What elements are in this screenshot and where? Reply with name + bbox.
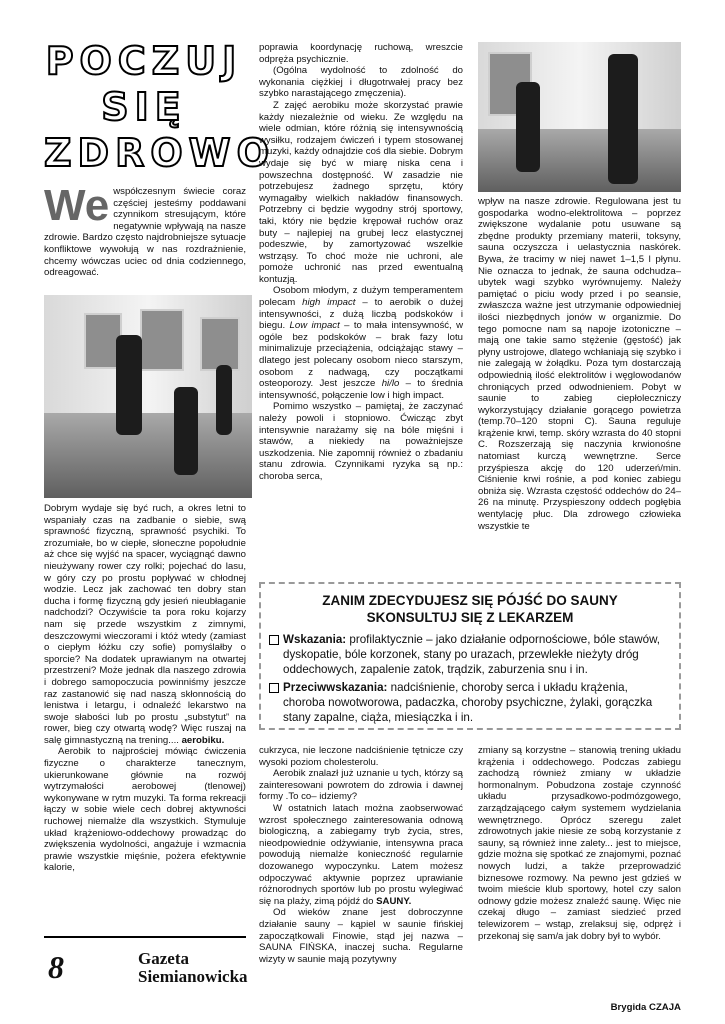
italic-term: high impact	[302, 297, 356, 309]
box-title-line-1: ZANIM ZDECYDUJESZ SIĘ PÓJŚĆ DO SAUNY	[322, 593, 618, 608]
bold-term: SAUNY.	[376, 895, 412, 907]
paragraph: (Ogólna wydolność to zdolność do wykonania ciężkiej i długotrwałej pracy bez szybko narastającego zmęczenia).	[259, 65, 463, 100]
paragraph: cukrzyca, nie leczone nadciśnienie tętnicze czy wysoki poziom cholesterolu.	[259, 745, 463, 768]
brand-line-2: Siemianowicka	[138, 967, 248, 986]
box-list	[269, 632, 669, 725]
paragraph: Aerobik znalazł już uznanie u tych, którzy są zainteresowani powrotem do zdrowia i dawnej formy .To co– idziemy?	[259, 768, 463, 803]
publication-name	[138, 950, 248, 986]
title-line-3: ZDROWO	[44, 131, 275, 175]
paragraph: Pomimo wszystko – pamiętaj, że zaczynać należy powoli i stopniowo. Ćwicząc zbyt intensywnie narażamy się na bóle mięśni i stawów, a niekiedy na poważniejsze uszkodzenia. Nie zapomnij również o zbadaniu stanu zdrowia. Czynnikami ryzyka są np.: choroba serca,	[259, 401, 463, 482]
footer-rule	[44, 936, 246, 938]
column-2-text	[259, 42, 463, 483]
item-text: profilaktycznie – jako działanie odpornościowe, bóle stawów, dyskopatie, bóle korzonek, stany po urazach, przewlekłe nieżyty dróg oddechowych, zapalenie zatok, trądzik, zaburzenia snu i in.	[283, 633, 661, 677]
intro-paragraph	[44, 181, 246, 279]
aerobics-photo-left	[44, 295, 252, 498]
checkbox-icon	[269, 635, 279, 645]
paragraph: Osobom młodym, z dużym temperamentem polecam high impact – to aerobik o dużej intensywności, z dużą liczbą podskoków i biegu. Low impact – to mała intensywność, w ogóle bez podskoków – brak fazy lotu minimalizuje przeciążenia, odciążając stawy – dlatego jest polecany osobom nieco starszym, osobom z nadwagą, czy początkami osteoporozy. Jest jeszcze hi/lo – to średnia intensywność, połączenie low i high impact.	[259, 285, 464, 401]
item-label: Przeciwwskazania:	[283, 680, 388, 694]
list-item	[269, 632, 669, 678]
checkbox-icon	[269, 683, 279, 693]
italic-term: Low impact	[289, 320, 340, 332]
paragraph: wpływ na nasze zdrowie. Regulowana jest tu gospodarka wodno-elektrolitowa – poprzez zwiększone wydalanie potu usuwane są zbędne produkty przemiany materii, toksyny, sauna oczyszcza i uelastycznia naskórek. Bywa, że tracimy w niej nawet 1–1,5 l płynu. Nie oznacza to jednak, że sauna odchudza–ubytek wagi szybko wyrównujemy. Należy pamiętać o piciu wody przed i po seansie, zwłaszcza ważne jest utrzymanie odpowiedniej ilości niezbędnych jonów w organizmie. Do tego pomocne nam są napoje izotoniczne – mają one takie samo stężenie (gęstość) jak płyny ustrojowe, dlatego wchłaniają się szybko i nie zalegają w żołądku. Poza tym dostarczają odpowiednią ilość elektrolitów i węglowodanów chroniących przed odwodnieniem. Pobyt w saunie to zabieg ciepłoleczniczy wykorzystujący działanie gorącego powietrza (temp.70–120 stopni C). Sauna reguluje krążenie krwi, temp. skóry wzrasta do 40 stopni C. Rozszerzają się naczynia krwionośne natomiast kurczą wewnętrzne. Serce przyśpiesza akcję do 120 uderzeń/min. Ciśnienie krwi rośnie, a pod koniec zabiegu obniża się. Wzrasta częstość oddechów do 24–26 na minutę. Przyspieszony oddech pogłębia wentylację płuc. Dla zdrowego człowieka wszystkie te	[478, 196, 681, 532]
item-label: Wskazania:	[283, 633, 347, 646]
box-title	[261, 592, 679, 626]
paragraph: zmiany są korzystne – stanowią trening układu krążenia i oddechowego. Podczas zabiegu zachodzą również zmiany w układzie hormonalnym. Pobudzona zostaje czynność układu przysadkowo-podmózgowego, zarządzającego całym systemem wydzielania wewnętrznego. Oprócz szeregu zalet zdrowotnych jakie niesie ze sobą korzystanie z sauny, są również inne zalety... jest to miejsce, gdzie można się spotkać ze znajomymi, poznać nowych ludzi, a także przeprowadzić biznesowe rozmowy. Na pewno jest gdzieś w twoim mieście klub sportowy, hotel czy salon odnowy gdzie możesz znaleźć saunę. Więc nie czekaj długo – zamiast siedzieć przed telewizorem – wstąp, zrelaksuj się, odpręż i przekonaj się sam/a jak dobry był to wybór.	[478, 745, 681, 942]
title-line-1: POCZUJ	[45, 39, 243, 83]
paragraph: Od wieków znane jest dobroczynne działanie sauny – kąpiel w saunie fińskiej zapoczątkowali Finowie, stąd jej nazwa – SAUNA FIŃSKA, inaczej sucha. Regularne wizyty w saunie mają pozytywny	[259, 907, 463, 965]
column-3-text	[478, 196, 681, 532]
list-item	[269, 680, 669, 726]
intro-text: współczesnym świecie coraz częściej jesteśmy poddawani czynnikom stresującym, które negatywnie wpływają na nasze zdrowie. Bardzo często najdrobniejsze sytuacje konfliktowe wywołują w nas rozdrażnienie, chcemy wówczas uciec od dnia codziennego, odreagować.	[44, 186, 246, 279]
page-number: 8	[48, 949, 64, 985]
column-4-text	[259, 745, 463, 965]
paragraph: W ostatnich latach można zaobserwować wzrost społecznego zainteresowania odnową biologiczną, a zabiegamy tryb życia, stres, nieodpowiednie odżywianie, intensywna praca powodują niemalże konieczność regularnie dozowanego wypoczynku. Latem możesz odpoczywać aktywnie poprzez uprawianie różnorodnych sportów lub po prostu wylegiwać się na plaży, zimą pójdź do SAUNY.	[259, 802, 463, 907]
bold-term: aerobiku.	[181, 734, 225, 746]
sauna-warning-box	[259, 582, 681, 730]
italic-term: hi/lo	[381, 378, 400, 390]
title-line-2: SIĘ	[101, 85, 187, 129]
paragraph: poprawia koordynację ruchową, wreszcie odpręża psychicznie.	[259, 42, 463, 65]
column-1-text	[44, 503, 246, 874]
paragraph: Z zajęć aerobiku może skorzystać prawie każdy niezależnie od wieku. Ze względu na wiele odmian, które różnią się intensywnością wysiłku, rodzajem ćwiczeń i typem stosowanej muzyki, każdy odnajdzie coś dla siebie. Dobrym wydaje się być w miarę niska cena i powszechna dostępność. W zasadzie nie potrzebujesz żadnego sprzętu, który wymagałby wielkich nakładów finansowych. Potrzebny ci będzie wygodny strój sportowy, taki, który nie będzie krępował ruchów oraz buty – najlepiej na grubej lecz elastycznej podeszwie, by zamortyzować wszelkie wstrząsy. To choć może nie uchroni, ale pomoże uchronić nas przed ewentualną kontuzją.	[259, 99, 463, 285]
author-signature: Brygida CZAJA	[610, 1002, 681, 1013]
drop-cap: We	[44, 181, 110, 230]
paragraph: Dobrym wydaje się być ruch, a okres letni to wspaniały czas na zadbanie o siebie, swą sprawność fizyczną, sprawność psychiki. To zrozumiałe, bo w ciepłe, słoneczne popołudnie aż chce się wyjść na spacer, wyciągnąć dawno nieużywany rower czy rolki; pojechać do lasu, w góry czy po prostu popływać w chłodnej wodzie. Lecz jak zachować ten dobry stan ducha i formę fizyczną gdy jesień nieubłaganie nadchodzi? Oczywiście ta pora roku kojarzy nam się przede wszystkim z zimnymi, deszczowymi wieczorami i któż wtedy (zamiast o ciepłym łóżku czy sofie) pomyślałby o sporcie? Na dodatek uprawianym na otwartej przestrzeni? Może jednak dla naszego zdrowia i dobrego samopoczucia powinniśmy jeszcze raz zastanowić się nad naszą skłonnością do lenistwa i letargu, i odnaleźć lekarstwo na swoje słabości lub po prostu „substytut” na rower, bieg czy otwartą wodę? Więc ruszaj na salę gimnastyczną na trening.... aerobiku.	[44, 503, 246, 746]
column-5-text	[478, 745, 681, 942]
article-title	[44, 38, 275, 176]
item-text: nadciśnienie, choroby serca i układu krążenia, choroba nowotworowa, padaczka, choroby psychiczne, żylaki, gorączka stany zapalne, ciąża, miesiączka i in.	[283, 680, 653, 725]
box-title-line-2: SKONSULTUJ SIĘ Z LEKARZEM	[366, 610, 574, 625]
brand-line-1: Gazeta	[138, 949, 189, 968]
aerobics-photo-right	[478, 42, 681, 192]
paragraph: Aerobik to najprościej mówiąc ćwiczenia fizyczne o charakterze tanecznym, ukierunkowane głównie na rozwój wytrzymałości aerobowej (tlenowej) wykonywane w rytm muzyki. Ta forma rekreacji łączy w sobie wiele cech dobrej aktywności ruchowej niemalże dla wszystkich. Stymuluje układ krążeniowo-oddechowy prowadząc do zwiększenia wydolności, angażuje i wzmacnia prawie wszystkie mięśnie, pożera efektywnie kalorie,	[44, 746, 246, 874]
